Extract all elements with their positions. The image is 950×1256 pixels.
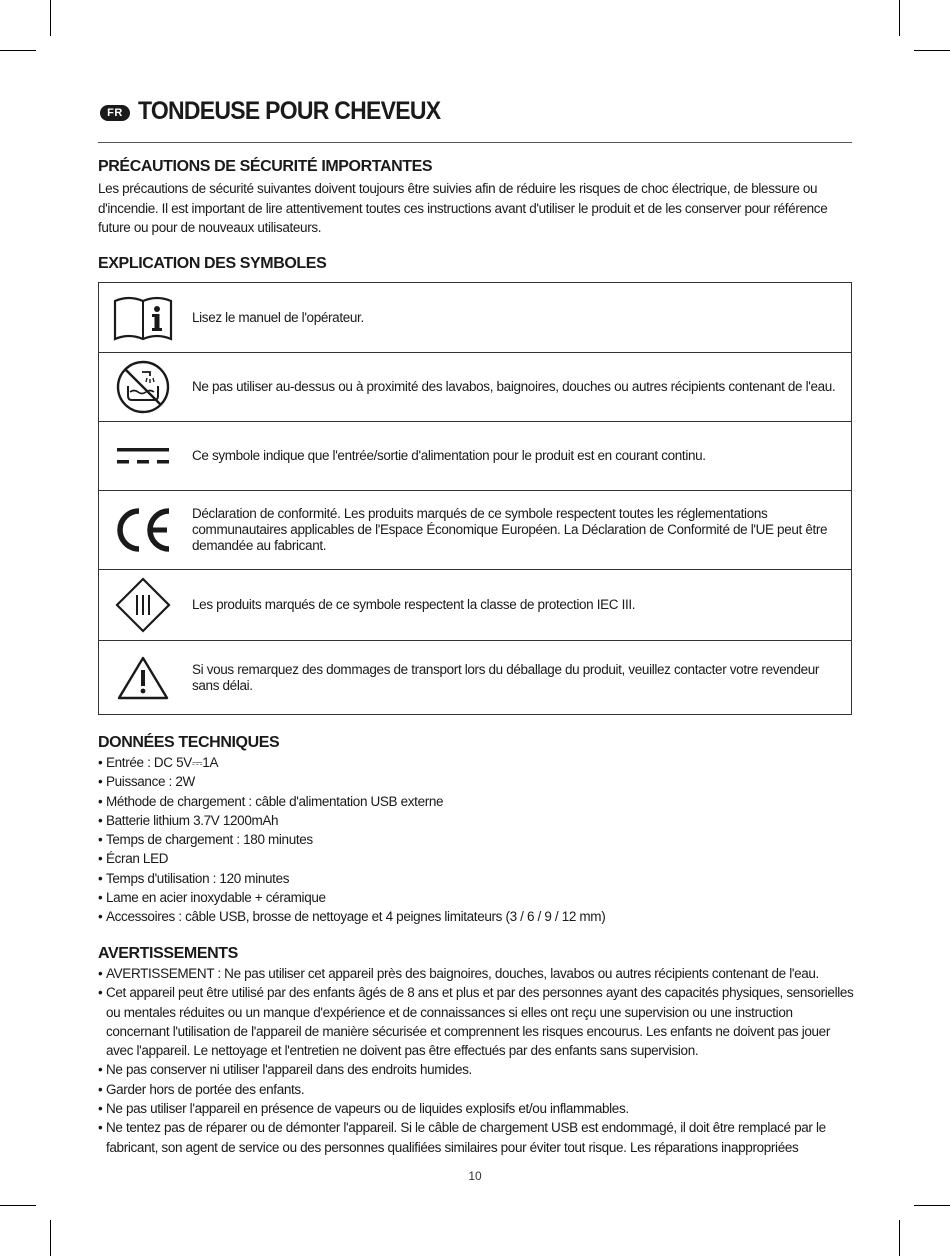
page-title: TONDEUSE POUR CHEVEUX [138,97,441,125]
language-badge: FR [100,105,130,121]
symbol-row [99,421,851,490]
list-item: • Lame en acier inoxydable + céramique [98,888,858,907]
list-item: • Puissance : 2W [98,772,858,791]
ce-mark-icon [111,500,175,560]
direct-current-icon [111,426,175,486]
no-water-icon [111,357,175,417]
crop-mark [50,0,51,36]
list-item: • Entrée : DC 5V⎓1A [98,753,858,772]
symbol-row [99,283,851,352]
safety-title: PRÉCAUTIONS DE SÉCURITÉ IMPORTANTES [98,158,433,175]
list-item: • Temps de chargement : 180 minutes [98,830,858,849]
page-number: 10 [468,1169,482,1183]
crop-mark [914,1205,950,1206]
list-item: • Batterie lithium 3.7V 1200mAh [98,811,858,830]
crop-mark [914,50,950,51]
list-item: • AVERTISSEMENT : Ne pas utiliser cet appareil près des baignoires, douches, lavabos ou autres récipients contenant de l'eau. [98,964,858,983]
crop-mark [50,1220,51,1256]
specs-list [98,753,858,927]
specs-title: DONNÉES TECHNIQUES [98,734,280,751]
list-item: • Temps d'utilisation : 120 minutes [98,869,858,888]
warnings-title: AVERTISSEMENTS [98,945,238,962]
safety-text: Les précautions de sécurité suivantes doivent toujours être suivies afin de réduire les risques de choc électrique, de blessure ou d'incendie. Il est important de lire attentivement toutes ces instructions avant d'utiliser le produit et de les conserver pour référence future ou pour de nouveaux utilisateurs. [98,181,828,235]
symbol-row [99,352,851,421]
page-header [98,96,852,143]
symbols-table [98,282,852,715]
symbol-description: Ce symbole indique que l'entrée/sortie d'alimentation pour le produit est en courant continu. [192,448,706,463]
crop-mark [0,50,36,51]
symbol-description: Lisez le manuel de l'opérateur. [192,309,364,325]
symbol-row [99,569,851,640]
symbol-description: Si vous remarquez des dommages de transport lors du déballage du produit, veuillez contacter votre revendeur sans délai. [192,661,820,693]
list-item: • Ne pas utiliser l'appareil en présence de vapeurs ou de liquides explosifs et/ou inflammables. [98,1099,858,1118]
manual-info-icon [111,288,175,348]
list-item: • Accessoires : câble USB, brosse de nettoyage et 4 peignes limitateurs (3 / 6 / 9 / 12 mm) [98,907,858,926]
crop-mark [0,1205,36,1206]
symbol-description: Les produits marqués de ce symbole respectent la classe de protection IEC III. [192,597,636,612]
list-item: • Ne tentez pas de réparer ou de démonter l'appareil. Si le câble de chargement USB est endommagé, il doit être remplacé par le fabricant, son agent de service ou des personnes qualifiées similaires pour éviter tout risque. Les réparations inappropriées [98,1118,858,1157]
crop-mark [899,0,900,36]
list-item: • Ne pas conserver ni utiliser l'appareil dans des endroits humides. [98,1060,858,1079]
symbol-description: Ne pas utiliser au-dessus ou à proximité des lavabos, baignoires, douches ou autres récipients contenant de l'eau. [192,379,836,394]
symbol-row [99,490,851,569]
list-item: • Cet appareil peut être utilisé par des enfants âgés de 8 ans et plus et par des personnes ayant des capacités physiques, sensorielles ou mentales réduites ou un manque d'expérience et de connaissances si elles ont reçu une supervision ou une instruction concernant l'utilisation de l'appareil de manière sécurisée et comprennent les risques encourus. Les enfants ne doivent pas jouer avec l'appareil. Le nettoyage et l'entretien ne doivent pas être effectués par des enfants sans supervision. [98,983,858,1060]
list-item: • Écran LED [98,849,858,868]
crop-mark [899,1220,900,1256]
symbol-description: Déclaration de conformité. Les produits marqués de ce symbole respectent toutes les réglementations communautaires applicables de l'Espace Économique Européen. La Déclaration de Conformité de l'UE peut être demandée au fabricant. [192,506,828,553]
class-iii-icon [111,575,175,635]
symbols-title: EXPLICATION DES SYMBOLES [98,255,327,272]
list-item: • Garder hors de portée des enfants. [98,1080,858,1099]
list-item: • Méthode de chargement : câble d'alimentation USB externe [98,792,858,811]
warning-triangle-icon [111,648,175,708]
symbol-row [99,640,851,714]
warnings-list [98,964,858,1157]
